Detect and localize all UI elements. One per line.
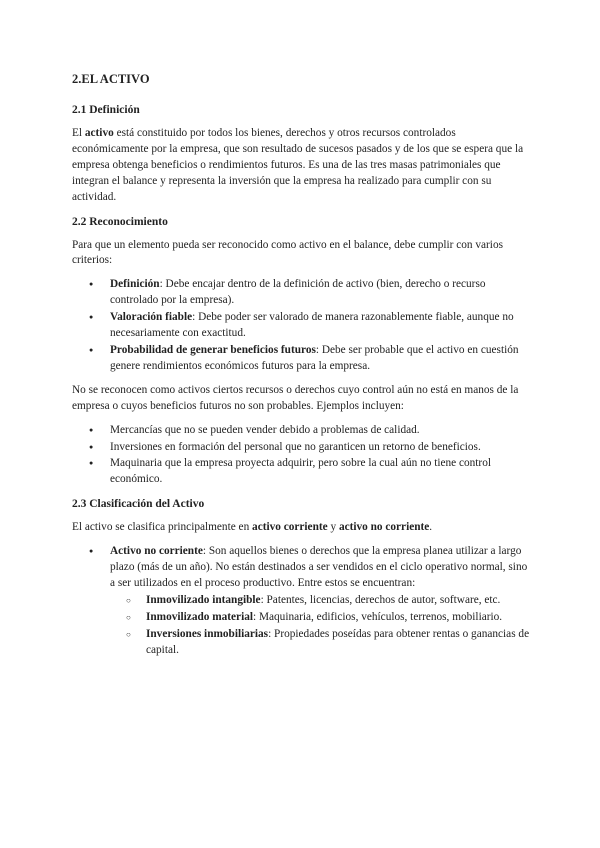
criteria-list bbox=[72, 277, 532, 374]
sub-list-item bbox=[146, 593, 532, 609]
list-item bbox=[110, 544, 532, 658]
list-item: ● Mercancías que no se pueden vender debido a problemas de calidad. bbox=[110, 423, 532, 439]
text-span: y bbox=[327, 521, 339, 534]
list-item: ● Maquinaria que la empresa proyecta adquirir, pero sobre la cual aún no tiene control económico. bbox=[110, 456, 532, 488]
sub-list-item bbox=[146, 627, 532, 659]
bold-term: activo bbox=[84, 127, 114, 139]
text-span: El bbox=[72, 127, 85, 139]
classification-list bbox=[72, 544, 532, 658]
classification-intro bbox=[72, 520, 532, 536]
bold-term: Definición bbox=[110, 278, 160, 291]
text-span: : Debe encajar dentro de la definición de activo (bien, derecho o recurso controlado por la empresa). bbox=[110, 278, 486, 307]
bold-term: activo no corriente bbox=[338, 521, 430, 534]
list-item bbox=[110, 343, 532, 375]
recognition-intro: Para que un elemento pueda ser reconocido como activo en el balance, debe cumplir con varios criterios: bbox=[72, 238, 503, 267]
bold-term: Probabilidad de generar beneficios futuros bbox=[110, 343, 316, 356]
bold-term: Inversiones inmobiliarias bbox=[146, 627, 269, 640]
list-item bbox=[110, 277, 532, 309]
list-item bbox=[110, 310, 532, 342]
bold-term: Inmovilizado intangible bbox=[146, 593, 261, 606]
bold-term: Inmovilizado material bbox=[146, 610, 253, 623]
list-item: ● Inversiones en formación del personal que no garanticen un retorno de beneficios. bbox=[110, 440, 532, 456]
text-span: : Son aquellos bienes o derechos que la empresa planea utilizar a largo plazo (más de un año). No están destinados a ser vendidos en el ciclo operativo normal, sino a ser utilizados en el proceso productivo. Entre estos se encuentran: bbox=[110, 545, 528, 589]
text-span: : Debe poder ser valorado de manera razonablemente fiable, aunque no necesariamente con exactitud. bbox=[110, 311, 514, 340]
sub-list-item bbox=[146, 610, 532, 626]
bold-term: Valoración fiable bbox=[110, 311, 193, 324]
section-heading-definicion: 2.1 Definición bbox=[72, 104, 140, 116]
text-span: . bbox=[429, 521, 433, 534]
text-span: : Patentes, licencias, derechos de autor, software, etc. bbox=[260, 593, 501, 606]
text-span: está constituido por todos los bienes, derechos y otros recursos controlados económicamente por la empresa, que son resultado de sucesos pasados y de los que se espera que la empresa obtenga beneficios o rendimientos futuros. Es una de las tres masas patrimoniales que integran el balance y representa la inversión que la empresa ha realizado para cumplir con su actividad. bbox=[72, 127, 524, 203]
definition-paragraph bbox=[72, 126, 532, 206]
text-span: : Debe ser probable que el activo en cuestión genere rendimientos económicos futuros para la empresa. bbox=[110, 343, 519, 372]
section-heading-clasificacion: 2.3 Clasificación del Activo bbox=[72, 498, 205, 511]
non-recognized-paragraph: No se reconocen como activos ciertos recursos o derechos cuyo control aún no está en manos de la empresa o cuyos beneficios futuros no son probables. Ejemplos incluyen: bbox=[72, 383, 519, 412]
text-span: El activo se clasifica principalmente en bbox=[72, 521, 253, 534]
bold-term: activo corriente bbox=[252, 521, 328, 534]
document-page bbox=[72, 71, 532, 666]
section-heading-reconocimiento: 2.2 Reconocimiento bbox=[72, 215, 168, 228]
text-span: : Propiedades poseídas para obtener rentas o ganancias de capital. bbox=[146, 627, 530, 656]
bold-term: Activo no corriente bbox=[110, 545, 203, 558]
text-span: : Maquinaria, edificios, vehículos, terrenos, mobiliario. bbox=[253, 610, 503, 623]
document-title: 2.EL ACTIVO bbox=[72, 72, 150, 86]
sub-list bbox=[110, 593, 532, 659]
examples-list bbox=[72, 423, 532, 489]
